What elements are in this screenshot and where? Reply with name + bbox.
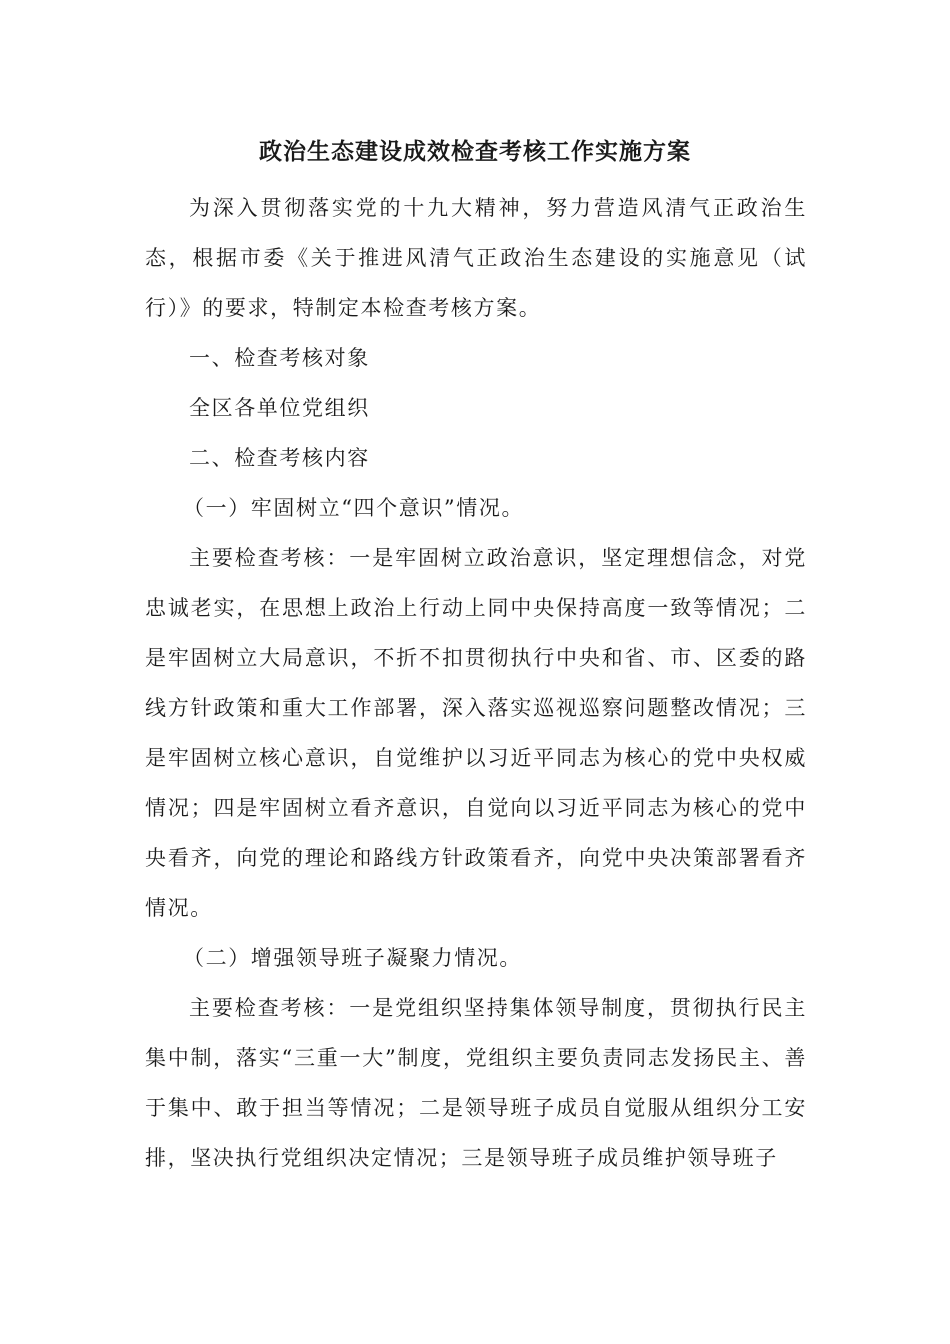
section-heading-1: 一、检查考核对象: [189, 346, 370, 370]
subsection-1-paragraph: 主要检查考核：一是牢固树立政治意识，坚定理想信念，对党忠诚老实，在思想上政治上行动上同中央保持高度一致等情况；二是牢固树立大局意识，不折不扣贯彻执行中央和省、市、区委的路线方针政策和重大工作部署，深入落实巡视巡察问题整改情况；三是牢固树立核心意识，自觉维护以习近平同志为核心的党中央权威情况；四是牢固树立看齐意识，自觉向以习近平同志为核心的党中央看齐，向党的理论和路线方针政策看齐，向党中央决策部署看齐情况。: [145, 546, 807, 920]
document-title: 政治生态建设成效检查考核工作实施方案: [259, 139, 691, 165]
subsection-heading-2: （二）增强领导班子凝聚力情况。: [183, 946, 522, 970]
subsection-2-paragraph: 主要检查考核：一是党组织坚持集体领导制度，贯彻执行民主集中制，落实“三重一大”制度，党组织主要负责同志发扬民主、善于集中、敢于担当等情况；二是领导班子成员自觉服从组织分工安排，坚决执行党组织决定情况；三是领导班子成员维护领导班子: [145, 996, 807, 1170]
intro-paragraph: 为深入贯彻落实党的十九大精神，努力营造风清气正政治生态，根据市委《关于推进风清气正政治生态建设的实施意见（试行）》的要求，特制定本检查考核方案。: [145, 196, 807, 320]
document-body: [145, 183, 807, 1183]
section-heading-2: 二、检查考核内容: [189, 446, 370, 470]
section-1-content: 全区各单位党组织: [189, 396, 370, 420]
subsection-heading-1: （一）牢固树立“四个意识”情况。: [183, 496, 525, 520]
